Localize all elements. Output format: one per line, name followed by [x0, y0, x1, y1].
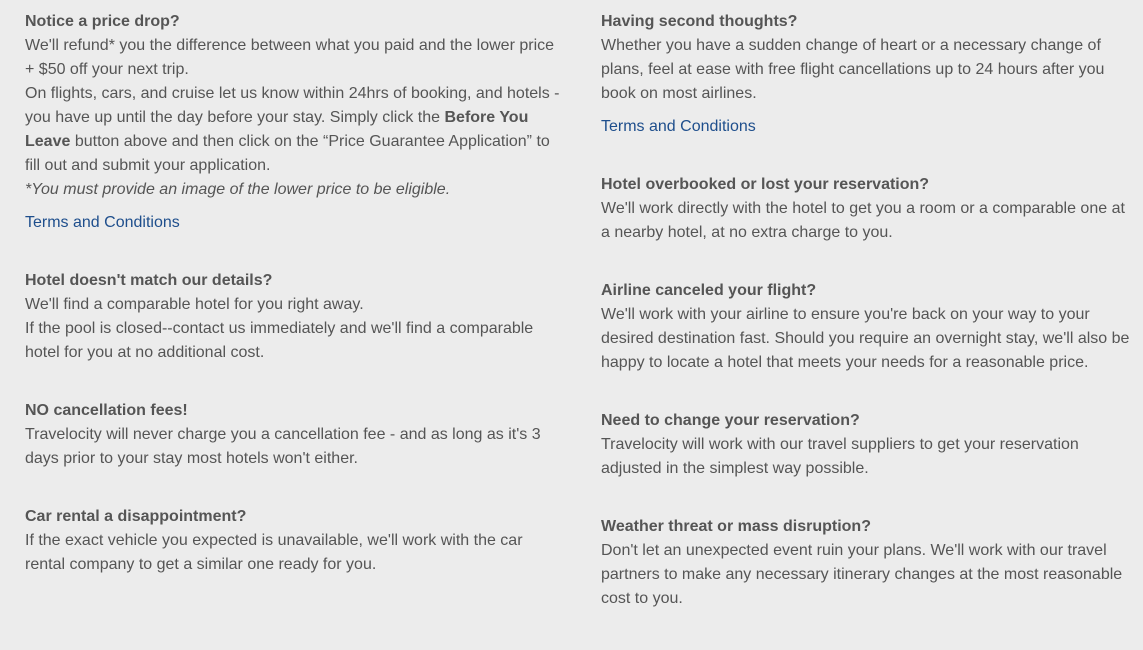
spacer — [601, 139, 1131, 173]
second-thoughts-title: Having second thoughts? — [601, 13, 798, 30]
change-reservation-title: Need to change your reservation? — [601, 412, 860, 429]
spacer — [601, 245, 1131, 279]
hotel-match-text-1: We'll find a comparable hotel for you right away. — [25, 296, 364, 313]
price-drop-title: Notice a price drop? — [25, 13, 180, 30]
price-drop-eligibility-note: *You must provide an image of the lower price to be eligible. — [25, 181, 451, 198]
price-drop-instructions-post: button above and then click on the “Price Guarantee Application” to fill out and submit your application. — [25, 133, 550, 174]
spacer — [25, 365, 560, 399]
no-cancellation-section — [25, 399, 560, 471]
weather-section — [601, 515, 1131, 611]
hotel-match-title: Hotel doesn't match our details? — [25, 272, 273, 289]
car-rental-text: If the exact vehicle you expected is unavailable, we'll work with the car rental company to get a similar one ready for you. — [25, 532, 523, 573]
right-column — [601, 10, 1131, 611]
second-thoughts-terms-link[interactable]: Terms and Conditions — [601, 118, 756, 135]
hotel-match-text-2: If the pool is closed--contact us immediately and we'll find a comparable hotel for you at no additional cost. — [25, 320, 534, 361]
price-drop-section — [25, 10, 560, 235]
spacer — [25, 471, 560, 505]
overbooked-section — [601, 173, 1131, 245]
weather-title: Weather threat or mass disruption? — [601, 518, 871, 535]
spacer — [25, 235, 560, 269]
no-cancellation-text: Travelocity will never charge you a cancellation fee - and as long as it's 3 days prior to your stay most hotels won't either. — [25, 426, 541, 467]
flight-canceled-title: Airline canceled your flight? — [601, 282, 817, 299]
spacer — [601, 481, 1131, 515]
price-drop-instructions — [25, 82, 560, 178]
price-drop-refund-text: We'll refund* you the difference between what you paid and the lower price + $50 off your next trip. — [25, 37, 555, 78]
before-you-leave-label: Before You Leave — [25, 109, 529, 150]
second-thoughts-section — [601, 10, 1131, 139]
change-reservation-section — [601, 409, 1131, 481]
hotel-match-section — [25, 269, 560, 365]
spacer — [601, 375, 1131, 409]
overbooked-text: We'll work directly with the hotel to get you a room or a comparable one at a nearby hotel, at no extra charge to you. — [601, 200, 1125, 241]
car-rental-section — [25, 505, 560, 577]
no-cancellation-title: NO cancellation fees! — [25, 402, 188, 419]
price-drop-instructions-pre: On flights, cars, and cruise let us know within 24hrs of booking, and hotels - you have up until the day before your stay. Simply click the — [25, 85, 560, 126]
second-thoughts-text: Whether you have a sudden change of heart or a necessary change of plans, feel at ease with free flight cancellations up to 24 hours after you book on most airlines. — [601, 37, 1105, 102]
left-column — [25, 10, 560, 577]
overbooked-title: Hotel overbooked or lost your reservation? — [601, 176, 930, 193]
price-drop-terms-link[interactable]: Terms and Conditions — [25, 214, 180, 231]
flight-canceled-section — [601, 279, 1131, 375]
weather-text: Don't let an unexpected event ruin your plans. We'll work with our travel partners to make any necessary itinerary changes at the most reasonable cost to you. — [601, 542, 1123, 607]
car-rental-title: Car rental a disappointment? — [25, 508, 247, 525]
flight-canceled-text: We'll work with your airline to ensure you're back on your way to your desired destination fast. Should you require an overnight stay, we'll also be happy to locate a hotel that meets your needs for a reasonable price. — [601, 306, 1130, 371]
change-reservation-text: Travelocity will work with our travel suppliers to get your reservation adjusted in the simplest way possible. — [601, 436, 1079, 477]
